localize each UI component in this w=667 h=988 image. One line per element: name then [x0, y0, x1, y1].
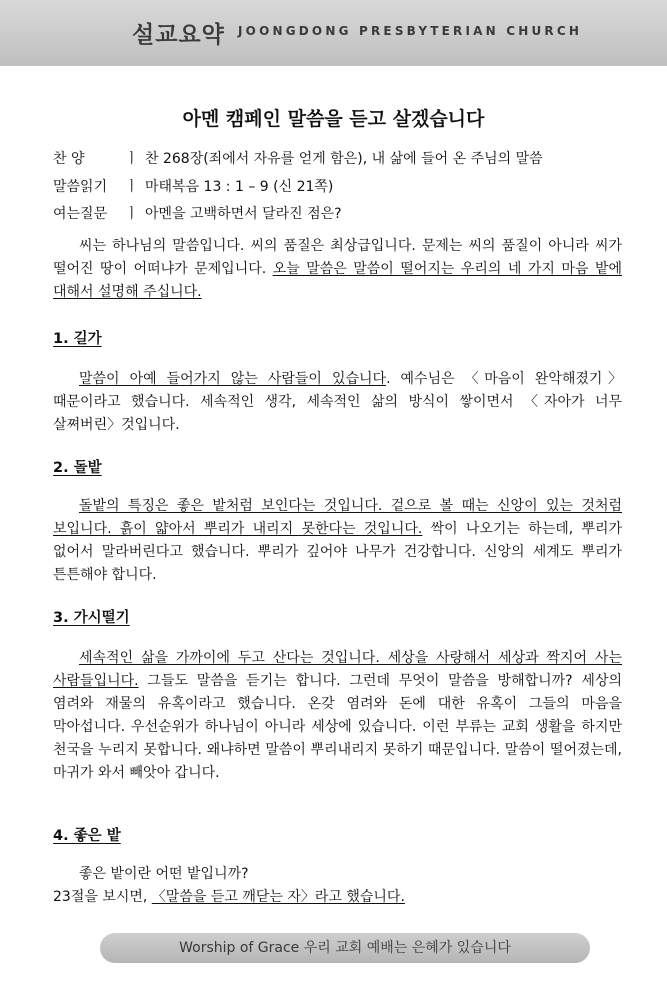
header-banner [0, 0, 667, 66]
separator: ㅣ [125, 206, 139, 222]
section-4-line-2 [53, 886, 622, 909]
question-label: 여는질문 [53, 206, 108, 222]
section-heading-4: 4. 좋은 밭 [53, 828, 121, 844]
header-title: 설교요약 [132, 22, 225, 48]
hymn-value: 찬 268장(죄에서 자유를 얻게 함은), 내 삶에 들어 온 주님의 말씀 [145, 151, 543, 167]
reading-line [53, 176, 333, 196]
reading-label: 말씀읽기 [53, 179, 108, 195]
header-subtitle: JOONGDONG PRESBYTERIAN CHURCH [238, 24, 583, 38]
intro-paragraph [53, 235, 622, 304]
reading-value: 마태복음 13 : 1 – 9 (신 21쪽) [145, 179, 334, 195]
hymn-label: 찬 양 [53, 151, 85, 167]
footer-banner [100, 933, 590, 963]
section-4-underlined-text: 〈말씀을 듣고 깨닫는 자〉라고 했습니다. [151, 889, 405, 905]
intro-underlined-text: 오늘 말씀은 말씀이 떨어지는 우리의 네 가지 마음 밭에 대해서 설명해 주십니다. [53, 261, 622, 300]
section-heading-3: 3. 가시떨기 [53, 610, 130, 626]
section-3-text: 그들도 말씀을 듣기는 합니다. 그런데 무엇이 말씀을 방해합니까? 세상의 염려와 재물의 유혹이라고 했습니다. 온갖 염려와 돈에 대한 유혹이 그들의 마음을 막아섭니다. 우선순위가 하나님이 아니라 세상에 있습니다. 이런 부류는 교회 생활을 하지만 천국을 누리지 못합니다. 왜냐하면 말씀이 뿌리내리지 못하기 때문입니다. 말씀이 떨어졌는데, 마귀가 와서 빼앗아 갑니다. [53, 673, 622, 781]
section-2-paragraph [53, 495, 622, 587]
question-line [53, 203, 342, 223]
section-3-underlined-text: 세속적인 삶을 가까이에 두고 산다는 것입니다. 세상을 사랑해서 세상과 짝지어 사는 사람들입니다. [53, 650, 622, 689]
sermon-title: 아멘 캠페인 말씀을 듣고 살겠습니다 [182, 108, 485, 130]
section-4-line-1: 좋은 밭이란 어떤 밭입니까? [79, 866, 249, 882]
section-1-underlined-text: 말씀이 아예 들어가지 않는 사람들이 있습니다 [79, 371, 387, 387]
section-4-text: 23절을 보시면, [53, 889, 152, 905]
section-1-text: . 예수님은 〈마음이 완악해졌기〉때문이라고 했습니다. 세속적인 생각, 세속적인 삶의 방식이 쌓이면서 〈자아가 너무 살쪄버린〉것입니다. [53, 371, 622, 433]
section-heading-2: 2. 돌밭 [53, 460, 102, 476]
footer-text: Worship of Grace 우리 교회 예배는 은혜가 있습니다 [179, 940, 511, 956]
section-3-paragraph [53, 647, 622, 785]
separator: ㅣ [125, 151, 139, 167]
section-1-paragraph [53, 368, 622, 437]
hymn-line [53, 148, 543, 168]
separator: ㅣ [125, 179, 139, 195]
section-heading-1: 1. 길가 [53, 331, 102, 347]
intro-text: 씨는 하나님의 말씀입니다. 씨의 품질은 최상급입니다. 문제는 씨의 품질이 아니라 씨가 떨어진 땅이 어떠냐가 문제입니다. [53, 238, 622, 277]
question-value: 아멘을 고백하면서 달라진 점은? [145, 206, 342, 222]
section-2-text: 싹이 나오기는 하는데, 뿌리가 없어서 말라버린다고 했습니다. 뿌리가 깊어야 나무가 건강합니다. 신앙의 세계도 뿌리가 튼튼해야 합니다. [53, 521, 623, 583]
section-2-underlined-text: 돌밭의 특징은 좋은 밭처럼 보인다는 것입니다. 겉으로 볼 때는 신앙이 있는 것처럼 보입니다. 흙이 얇아서 뿌리가 내리지 못한다는 것입니다. [53, 498, 622, 537]
